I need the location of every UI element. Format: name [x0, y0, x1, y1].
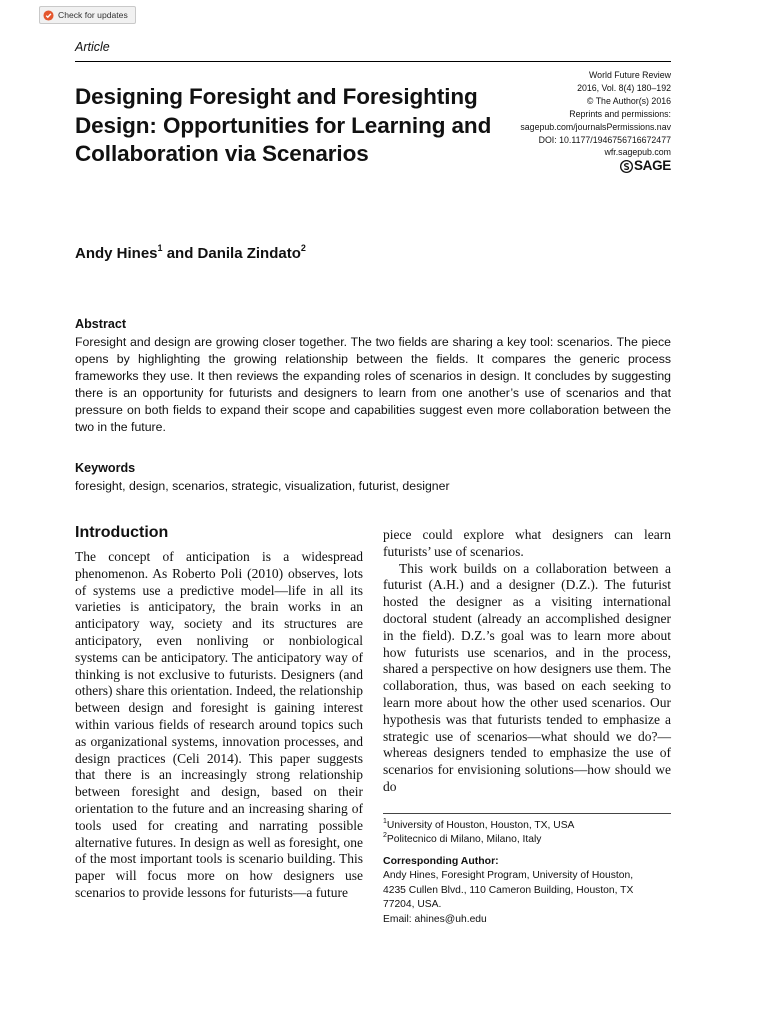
journal-website-link[interactable]: wfr.sagepub.com [604, 147, 671, 158]
author-affiliation-marker: 2 [300, 243, 306, 253]
corresponding-author-line: 77204, USA. [383, 899, 442, 911]
corresponding-author-line: 4235 Cullen Blvd., 110 Cameron Building, Houston, TX [383, 884, 634, 896]
author-name: Andy Hines [75, 245, 158, 262]
footnote-affiliation-1 [383, 819, 574, 833]
introduction-heading: Introduction [75, 524, 169, 541]
journal-info [520, 69, 671, 173]
reprints-line: Reprints and permissions: [569, 108, 671, 119]
corresponding-author-line: Andy Hines, Foresight Program, University of Houston, [383, 870, 634, 881]
sage-logo-text: SAGE [633, 158, 671, 174]
article-type-label: Article [75, 40, 110, 54]
check-for-updates-label: Check for updates [58, 10, 128, 20]
journal-volume: 2016, Vol. 8(4) 180–192 [577, 82, 671, 93]
crossmark-icon [43, 10, 54, 21]
author-conjunction: and [162, 245, 198, 262]
copyright-line: © The Author(s) 2016 [586, 95, 671, 106]
author-name: Danila Zindato [197, 245, 301, 262]
footnote-text: Politecnico di Milano, Milano, Italy [386, 834, 542, 845]
sage-logo-icon [620, 160, 633, 173]
footnote-marker: 2 [383, 831, 387, 839]
body-paragraph: This work builds on a collaboration between a futurist (A.H.) and a designer (D.Z.). The futurist hosted the designer as a visiting international doctoral student (already an accomplished designer in the field). D.Z.’s goal was to learn more about how futurists use scenarios, and in the process, shared a perspective on how designers use them. The collaboration, thus, was based on each seeking to learn more about how the other used scenarios. Our hypothesis was that futurists tended to emphasize a strategic use of scenarios—what should we do?—whereas designers tended to emphasize the use of scenarios for envisioning solutions—how should we do [383, 560, 671, 794]
body-paragraph: piece could explore what designers can learn futurists’ use of scenarios. [383, 527, 671, 559]
footnote-divider [383, 813, 671, 814]
permissions-link[interactable]: sagepub.com/journalsPermissions.nav [520, 121, 671, 132]
header-divider [75, 61, 671, 62]
abstract-heading: Abstract [75, 317, 127, 331]
footnote-marker: 1 [383, 817, 387, 825]
sage-logo [520, 160, 671, 173]
footnote-text: University of Houston, Houston, TX, USA [386, 820, 575, 831]
paper-title: Designing Foresight and Foresighting Design: Opportunities for Learning and Collaboration via Scenarios [75, 84, 492, 167]
doi-link[interactable]: DOI: 10.1177/1946756716672477 [538, 134, 671, 145]
author-affiliation-marker: 1 [157, 243, 163, 253]
body-column-right [383, 527, 671, 796]
check-for-updates-button[interactable] [39, 6, 136, 24]
corresponding-author-details [383, 869, 673, 927]
abstract-text: Foresight and design are growing closer together. The two fields are sharing a key tool: scenarios. The piece opens by highlighting the growing relationship between the fields. It compares the generic process frameworks they use. It then reviews the expanding roles of scenarios in design. It concludes by suggesting there is an opportunity for futurists and designers to learn from one another’s use of scenarios and that pressure on both fields to expand their scope and capabilities suggest even more collaboration between the two in the future. [75, 335, 671, 434]
body-column-left: The concept of anticipation is a widespread phenomenon. As Roberto Poli (2010) observes, lots of systems use a predictive model—life in all its varieties is anticipatory, the brain works in an anticipatory way, society and its structures are anticipatory, even nonliving or nonbiological systems can be anticipatory. The anticipatory way of thinking is not exclusive to futurists. Designers (and others) share this orientation. Indeed, the relationship between design and foresight is gaining interest within various fields of research around topics such as organizational systems, innovation processes, and design practices (Celi 2014). This paper suggests that there is an increasingly strong relationship between foresight and design, based on their orientation to the future and an increasing sharing of tools used for creating and narrating possible alternative futures. In design as well as foresight, one of the most important tools is scenario building. This paper will focus more on how designers use scenarios to provide lessons for futurists—a future [75, 549, 363, 900]
author-line [75, 245, 306, 262]
keywords-heading: Keywords [75, 461, 136, 475]
footnote-affiliation-2 [383, 833, 541, 847]
corresponding-author-heading: Corresponding Author: [383, 855, 499, 867]
keywords-text: foresight, design, scenarios, strategic, visualization, futurist, designer [75, 479, 450, 493]
corresponding-author-email-link[interactable]: Email: ahines@uh.edu [383, 913, 487, 925]
journal-name: World Future Review [589, 70, 671, 80]
